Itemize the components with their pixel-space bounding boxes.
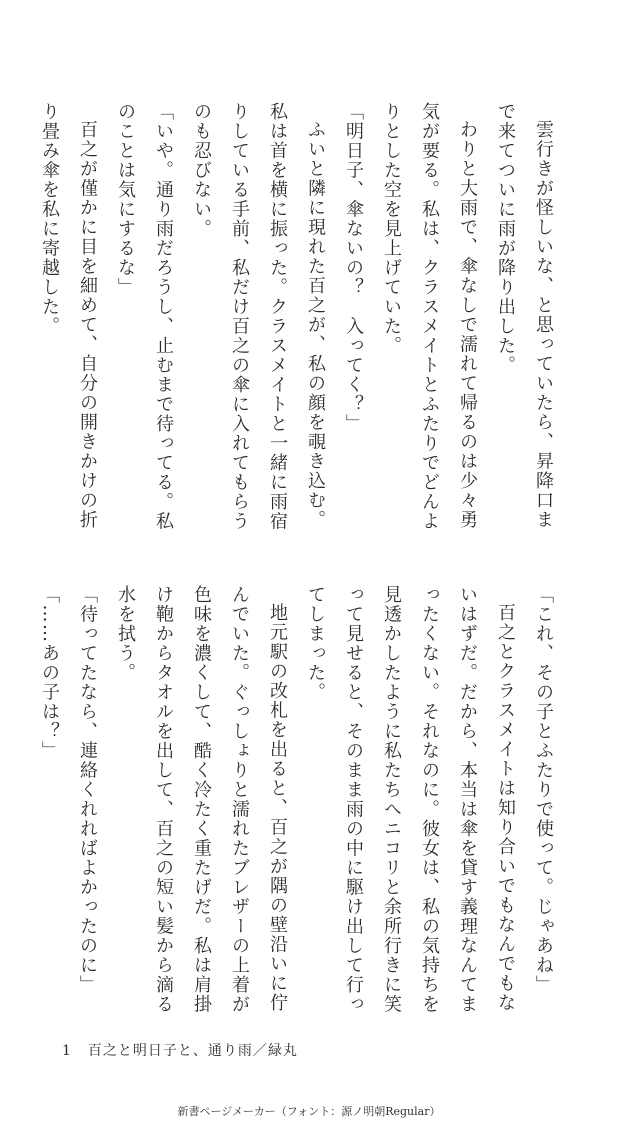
- upper-text-block: [39, 102, 562, 532]
- paragraph: わりと大雨で、傘なしで濡れて帰るのは少々勇気が要る。私は、クラスメイトとふたりでどんよりとした空を見上げていた。: [381, 102, 478, 531]
- lower-text-block: [39, 585, 562, 1015]
- dialogue-line: 「いや。通り雨だろうし、止むまで待ってる。私のことは気にするな」: [115, 102, 174, 531]
- dialogue-line: 「明日子、傘ないの？ 入ってく？」: [343, 102, 364, 434]
- page-number: 1: [62, 1043, 72, 1059]
- paragraph: ふいと隣に現れた百之が、私の顔を覗き込む。私は首を横に振った。クラスメイトと一緒に雨宿りしている手前、私だけ百之の傘に入れてもらうのも忍びない。: [191, 102, 326, 531]
- paragraph: 百之が僅かに目を細めて、自分の開きかけの折り畳み傘を私に寄越した。: [39, 102, 98, 530]
- paragraph: 地元駅の改札を出ると、百之が隅の壁沿いに佇んでいた。ぐっしょりと濡れたブレザーの上着が色味を濃くして、酷く冷たく重たげだ。私は肩掛け鞄からタオルを出して、百之の短い髪から滴る水を拭う。: [115, 585, 288, 1014]
- page-footer: [62, 1040, 298, 1060]
- paragraph: 百之とクラスメイトは知り合いでもなんでもないはずだ。だから、本当は傘を貸す義理なんてまったくない。それなのに。彼女は、私の気持ちを見透かしたように私たちへニコリと余所行きに笑って見せると、そのまま雨の中に駆け出して行ってしまった。: [305, 585, 516, 1014]
- dialogue-line: 「待ってたなら、連絡くれればよかったのに」: [77, 585, 98, 995]
- generator-credit: 新書ページメーカー（フォント：源ノ明朝Regular）: [177, 1105, 441, 1118]
- dialogue-line: 「これ、その子とふたりで使って。じゃあね」: [533, 585, 554, 995]
- paragraph: 雲行きが怪しいな、と思っていたら、昇降口まで来てついに雨が降り出した。: [495, 102, 554, 530]
- dialogue-line: 「……あの子は？」: [39, 585, 60, 761]
- work-title: 百之と明日子と、通り雨／緑丸: [87, 1043, 298, 1059]
